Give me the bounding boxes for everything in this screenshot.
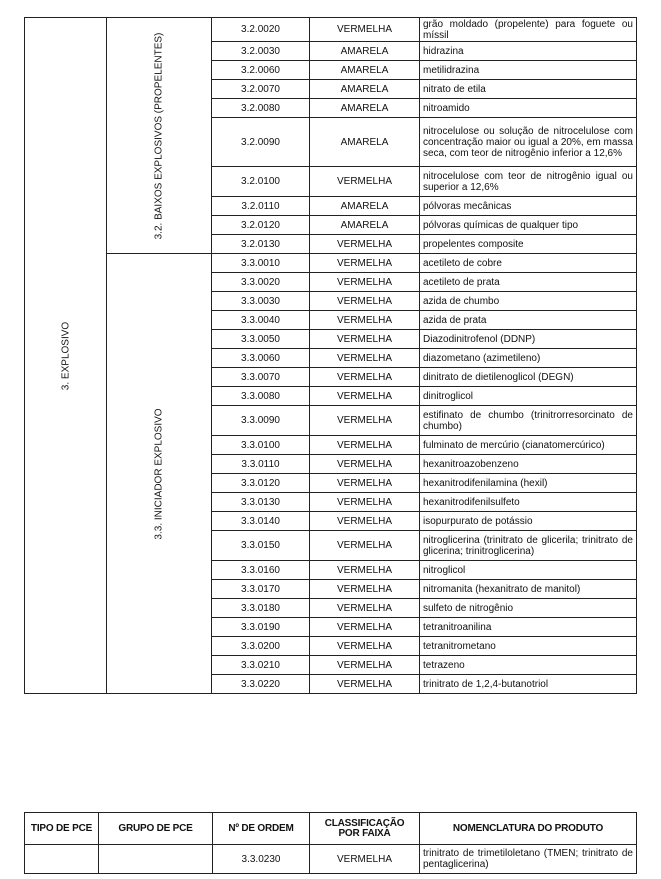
order-number: 3.3.0200: [212, 637, 310, 656]
faixa: VERMELHA: [310, 599, 420, 618]
order-number: 3.3.0020: [212, 273, 310, 292]
faixa: VERMELHA: [310, 436, 420, 455]
nomenclatura: acetileto de prata: [420, 273, 637, 292]
order-number: 3.2.0030: [212, 42, 310, 61]
order-number: 3.3.0080: [212, 387, 310, 406]
order-number: 3.3.0010: [212, 254, 310, 273]
nomenclatura: nitromanita (hexanitrato de manitol): [420, 580, 637, 599]
faixa: VERMELHA: [310, 167, 420, 197]
nomenclatura: azida de chumbo: [420, 292, 637, 311]
order-number: 3.2.0130: [212, 235, 310, 254]
faixa: AMARELA: [310, 197, 420, 216]
grupo-label-iniciador: 3.3. INICIADOR EXPLOSIVO: [153, 407, 165, 540]
order-number: 3.2.0060: [212, 61, 310, 80]
order-number: 3.2.0100: [212, 167, 310, 197]
nomenclatura: nitroglicerina (trinitrato de glicerila; trinitrato de glicerina; trinitroglicerina): [420, 531, 637, 561]
nomenclatura: propelentes composite: [420, 235, 637, 254]
faixa: VERMELHA: [310, 387, 420, 406]
faixa: AMARELA: [310, 216, 420, 235]
nomenclatura: hexanitrodifenilsulfeto: [420, 493, 637, 512]
faixa: VERMELHA: [310, 406, 420, 436]
order-number: 3.3.0040: [212, 311, 310, 330]
nomenclatura: tetranitrometano: [420, 637, 637, 656]
faixa: VERMELHA: [310, 18, 420, 42]
nomenclatura: tetrazeno: [420, 656, 637, 675]
faixa: VERMELHA: [310, 330, 420, 349]
header-tipo: TIPO DE PCE: [25, 813, 99, 845]
faixa: VERMELHA: [310, 580, 420, 599]
faixa: VERMELHA: [310, 292, 420, 311]
order-number: 3.3.0190: [212, 618, 310, 637]
nomenclatura: dinitroglicol: [420, 387, 637, 406]
table-row: [25, 18, 637, 42]
nomenclatura: hidrazina: [420, 42, 637, 61]
pce-table-page-two: [24, 812, 637, 874]
faixa: VERMELHA: [310, 455, 420, 474]
faixa: VERMELHA: [310, 311, 420, 330]
tipo-label: 3. EXPLOSIVO: [60, 321, 71, 390]
faixa: VERMELHA: [310, 254, 420, 273]
grupo-label-baixos-cell: [107, 18, 212, 254]
nomenclatura: sulfeto de nitrogênio: [420, 599, 637, 618]
nomenclatura: dinitrato de dietilenoglicol (DEGN): [420, 368, 637, 387]
order-number: 3.2.0020: [212, 18, 310, 42]
order-number: 3.3.0170: [212, 580, 310, 599]
nomenclatura: pólvoras mecânicas: [420, 197, 637, 216]
nomenclatura: nitrato de etila: [420, 80, 637, 99]
nomenclatura: nitroamido: [420, 99, 637, 118]
nomenclatura: metilidrazina: [420, 61, 637, 80]
order-number: 3.2.0090: [212, 118, 310, 167]
order-number: 3.2.0070: [212, 80, 310, 99]
faixa: VERMELHA: [310, 235, 420, 254]
nomenclatura: acetileto de cobre: [420, 254, 637, 273]
order-number: 3.3.0090: [212, 406, 310, 436]
nomenclatura: diazometano (azimetileno): [420, 349, 637, 368]
nomenclatura: trinitrato de trimetiloletano (TMEN; trinitrato de pentaglicerina): [420, 845, 637, 874]
pce-table-body: [25, 18, 637, 694]
order-number: 3.3.0030: [212, 292, 310, 311]
order-number: 3.3.0060: [212, 349, 310, 368]
header-classificacao: CLASSIFICAÇÃO POR FAIXA: [310, 813, 420, 845]
faixa: AMARELA: [310, 118, 420, 167]
nomenclatura: fulminato de mercúrio (cianatomercúrico): [420, 436, 637, 455]
faixa: VERMELHA: [310, 493, 420, 512]
order-number: 3.3.0150: [212, 531, 310, 561]
nomenclatura: hexanitrodifenilamina (hexil): [420, 474, 637, 493]
faixa: VERMELHA: [310, 656, 420, 675]
faixa: VERMELHA: [310, 637, 420, 656]
nomenclatura: grão moldado (propelente) para foguete ou míssil: [420, 18, 637, 42]
faixa: VERMELHA: [310, 561, 420, 580]
faixa: VERMELHA: [310, 512, 420, 531]
grupo-label-iniciador-cell: [107, 254, 212, 694]
tipo-cell: [25, 845, 99, 874]
order-number: 3.3.0210: [212, 656, 310, 675]
nomenclatura: pólvoras químicas de qualquer tipo: [420, 216, 637, 235]
nomenclatura: nitrocelulose com teor de nitrogênio igual ou superior a 12,6%: [420, 167, 637, 197]
nomenclatura: trinitrato de 1,2,4-butanotriol: [420, 675, 637, 694]
header-grupo: GRUPO DE PCE: [99, 813, 213, 845]
faixa: VERMELHA: [310, 675, 420, 694]
grupo-cell: [99, 845, 213, 874]
header-ordem: Nº DE ORDEM: [213, 813, 310, 845]
faixa: VERMELHA: [310, 531, 420, 561]
table-row: [25, 845, 637, 874]
order-number: 3.3.0070: [212, 368, 310, 387]
order-number: 3.3.0110: [212, 455, 310, 474]
faixa: AMARELA: [310, 61, 420, 80]
nomenclatura: isopurpurato de potássio: [420, 512, 637, 531]
faixa: AMARELA: [310, 42, 420, 61]
faixa: VERMELHA: [310, 618, 420, 637]
order-number: 3.3.0120: [212, 474, 310, 493]
order-number: 3.2.0120: [212, 216, 310, 235]
order-number: 3.2.0080: [212, 99, 310, 118]
nomenclatura: azida de prata: [420, 311, 637, 330]
table-row: [25, 254, 637, 273]
faixa: VERMELHA: [310, 368, 420, 387]
faixa: VERMELHA: [310, 845, 420, 874]
order-number: 3.3.0230: [213, 845, 310, 874]
faixa: AMARELA: [310, 99, 420, 118]
grupo-label-baixos: 3.2. BAIXOS EXPLOSIVOS (PROPELENTES): [153, 32, 165, 239]
order-number: 3.3.0180: [212, 599, 310, 618]
tipo-label-cell: [25, 18, 107, 694]
faixa: VERMELHA: [310, 349, 420, 368]
order-number: 3.3.0160: [212, 561, 310, 580]
order-number: 3.3.0140: [212, 512, 310, 531]
nomenclatura: hexanitroazobenzeno: [420, 455, 637, 474]
table-header-row: [25, 813, 637, 845]
pce-table-continuation: [24, 17, 637, 694]
order-number: 3.3.0050: [212, 330, 310, 349]
nomenclatura: Diazodinitrofenol (DDNP): [420, 330, 637, 349]
header-nomenclatura: NOMENCLATURA DO PRODUTO: [420, 813, 637, 845]
faixa: VERMELHA: [310, 273, 420, 292]
faixa: AMARELA: [310, 80, 420, 99]
nomenclatura: tetranitroanilina: [420, 618, 637, 637]
nomenclatura: nitrocelulose ou solução de nitrocelulose com concentração maior ou igual a 20%, em massa seca, com teor de nitrogênio inferior a 12,6%: [420, 118, 637, 167]
order-number: 3.3.0100: [212, 436, 310, 455]
order-number: 3.3.0130: [212, 493, 310, 512]
faixa: VERMELHA: [310, 474, 420, 493]
order-number: 3.2.0110: [212, 197, 310, 216]
nomenclatura: nitroglicol: [420, 561, 637, 580]
nomenclatura: estifinato de chumbo (trinitrorresorcinato de chumbo): [420, 406, 637, 436]
order-number: 3.3.0220: [212, 675, 310, 694]
